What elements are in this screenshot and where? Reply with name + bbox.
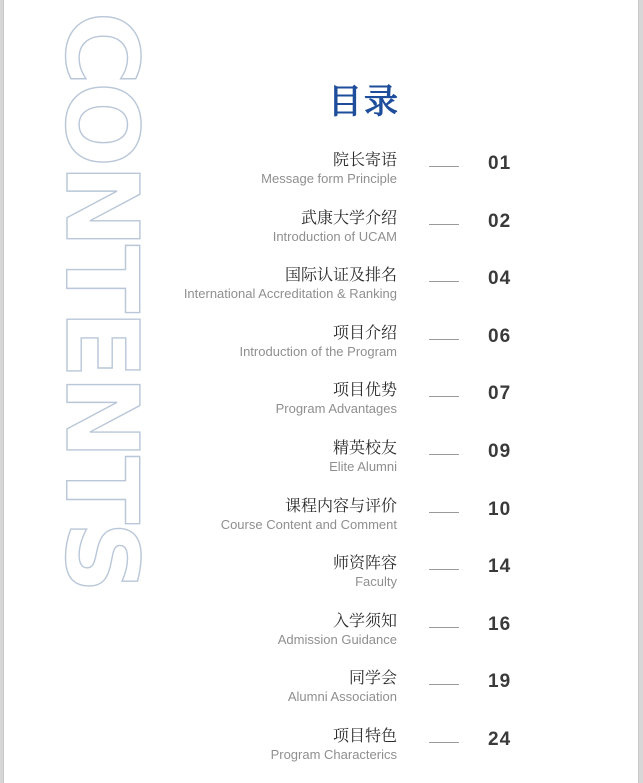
toc-leader-line: [429, 166, 459, 167]
toc-entry-title-cn: 同学会: [348, 668, 397, 687]
toc-leader-line: [429, 224, 459, 225]
toc-entry-title-en: Admission Guidance: [277, 632, 397, 647]
toc-leader-line: [429, 339, 459, 340]
table-of-contents: [4, 0, 638, 783]
toc-entry[interactable]: [4, 377, 638, 431]
toc-entry-title-en: Elite Alumni: [329, 459, 397, 474]
toc-leader-line: [429, 396, 459, 397]
contents-page: [3, 0, 639, 783]
toc-page-number: 10: [488, 499, 512, 520]
toc-entry[interactable]: [4, 435, 638, 489]
page-title: 目录: [328, 82, 400, 122]
toc-entry-title-cn: 入学须知: [332, 611, 397, 630]
toc-page-number: 19: [488, 671, 512, 692]
toc-entry[interactable]: [4, 665, 638, 719]
toc-entry-title-cn: 项目介绍: [332, 323, 397, 342]
toc-entry-title-en: Program Advantages: [275, 401, 397, 416]
toc-leader-line: [429, 454, 459, 455]
toc-entry-title-cn: 师资阵容: [332, 553, 397, 572]
toc-entry-title-en: Introduction of the Program: [239, 344, 397, 359]
toc-page-number: 16: [488, 614, 512, 635]
toc-entry-title-cn: 武康大学介绍: [300, 208, 397, 227]
toc-entry-title-en: Program Characterics: [270, 747, 397, 762]
toc-page-number: 04: [488, 268, 512, 289]
toc-entry-title-cn: 精英校友: [332, 438, 397, 457]
toc-page-number: 14: [488, 556, 512, 577]
toc-leader-line: [429, 627, 459, 628]
toc-entry-title-cn: 项目特色: [332, 726, 397, 745]
toc-entry-title-cn: 课程内容与评价: [284, 496, 397, 515]
toc-entry-title-cn: 项目优势: [332, 380, 397, 399]
toc-entry-title-cn: 国际认证及排名: [284, 265, 397, 284]
toc-entry[interactable]: [4, 493, 638, 547]
toc-leader-line: [429, 281, 459, 282]
toc-entry[interactable]: [4, 320, 638, 374]
toc-page-number: 24: [488, 729, 512, 750]
toc-entry-title-en: International Accreditation & Ranking: [183, 286, 397, 301]
toc-leader-line: [429, 684, 459, 685]
toc-page-number: 09: [488, 441, 512, 462]
toc-page-number: 06: [488, 326, 512, 347]
toc-entry[interactable]: [4, 550, 638, 604]
toc-entry[interactable]: [4, 147, 638, 201]
toc-entry[interactable]: [4, 608, 638, 662]
toc-page-number: 01: [488, 153, 512, 174]
toc-leader-line: [429, 569, 459, 570]
toc-entry-title-cn: 院长寄语: [332, 150, 397, 169]
toc-entry-title-en: Faculty: [355, 574, 397, 589]
toc-entry-title-en: Introduction of UCAM: [272, 229, 397, 244]
toc-entry-title-en: Alumni Association: [287, 689, 397, 704]
toc-entry[interactable]: [4, 205, 638, 259]
toc-entry-title-en: Message form Principle: [261, 171, 397, 186]
toc-page-number: 02: [488, 211, 512, 232]
toc-leader-line: [429, 512, 459, 513]
contents-vertical-word: CONTENTS: [43, 11, 160, 591]
toc-entry[interactable]: [4, 262, 638, 316]
toc-entry[interactable]: [4, 723, 638, 777]
toc-entry-title-en: Course Content and Comment: [220, 517, 397, 532]
toc-leader-line: [429, 742, 459, 743]
toc-page-number: 07: [488, 383, 512, 404]
